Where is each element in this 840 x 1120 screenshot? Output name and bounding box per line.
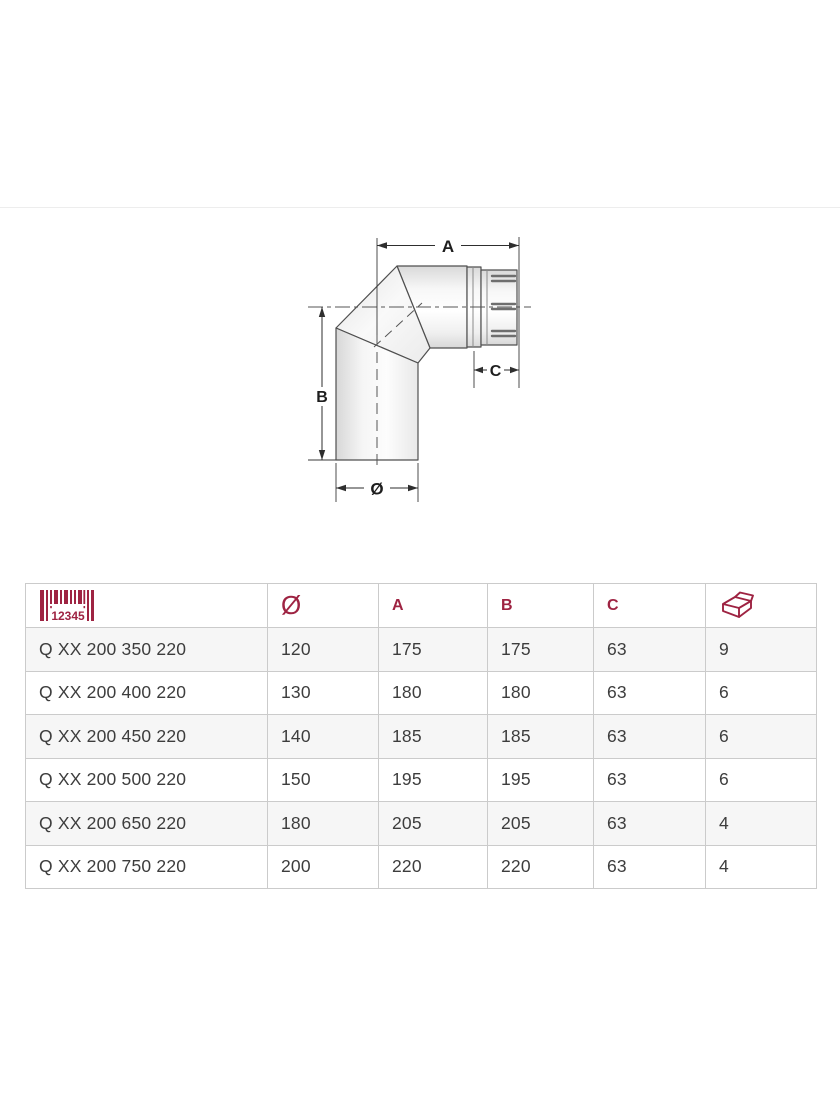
cell-code: Q XX 200 450 220 — [26, 715, 268, 759]
cell-code: Q XX 200 500 220 — [26, 758, 268, 802]
col-header-diameter — [268, 584, 379, 628]
cell-b: 205 — [488, 802, 594, 846]
cell-pack: 4 — [706, 845, 817, 889]
cell-diameter: 150 — [268, 758, 379, 802]
barcode-digits: 12345 — [51, 608, 85, 623]
cell-b: 220 — [488, 845, 594, 889]
dim-label-b: B — [316, 389, 328, 406]
dim-label-a: A — [441, 237, 455, 256]
barcode-icon — [39, 589, 95, 623]
cell-diameter: 200 — [268, 845, 379, 889]
cell-a: 185 — [379, 715, 488, 759]
cell-c: 63 — [594, 671, 706, 715]
cell-c: 63 — [594, 845, 706, 889]
cell-pack: 6 — [706, 715, 817, 759]
elbow-drawing-svg — [0, 0, 840, 540]
table-row — [26, 845, 817, 889]
cell-c: 63 — [594, 715, 706, 759]
table-row — [26, 628, 817, 672]
cell-b: 180 — [488, 671, 594, 715]
col-header-code — [26, 584, 268, 628]
dim-label-c: C — [489, 363, 502, 380]
cell-a: 175 — [379, 628, 488, 672]
table-row — [26, 802, 817, 846]
elbow-technical-drawing — [0, 0, 840, 540]
col-header-c: C — [594, 584, 706, 628]
cell-pack: 9 — [706, 628, 817, 672]
col-header-a: A — [379, 584, 488, 628]
cell-diameter: 180 — [268, 802, 379, 846]
cell-a: 195 — [379, 758, 488, 802]
cell-diameter: 130 — [268, 671, 379, 715]
cell-b: 185 — [488, 715, 594, 759]
cell-pack: 6 — [706, 758, 817, 802]
cell-a: 220 — [379, 845, 488, 889]
col-header-b: B — [488, 584, 594, 628]
dim-label-diameter: Ø — [370, 479, 384, 499]
cell-c: 63 — [594, 802, 706, 846]
table-row — [26, 671, 817, 715]
cell-c: 63 — [594, 628, 706, 672]
table-row — [26, 758, 817, 802]
cell-diameter: 140 — [268, 715, 379, 759]
diameter-symbol: Ø — [281, 590, 302, 620]
cell-b: 195 — [488, 758, 594, 802]
product-spec-table — [25, 583, 817, 889]
package-icon — [719, 591, 756, 621]
table-row — [26, 715, 817, 759]
cell-pack: 6 — [706, 671, 817, 715]
cell-code: Q XX 200 650 220 — [26, 802, 268, 846]
cell-code: Q XX 200 350 220 — [26, 628, 268, 672]
cell-code: Q XX 200 750 220 — [26, 845, 268, 889]
cell-code: Q XX 200 400 220 — [26, 671, 268, 715]
cell-diameter: 120 — [268, 628, 379, 672]
cell-a: 180 — [379, 671, 488, 715]
cell-b: 175 — [488, 628, 594, 672]
col-header-package — [706, 584, 817, 628]
cell-pack: 4 — [706, 802, 817, 846]
table-header-row — [26, 584, 817, 628]
cell-c: 63 — [594, 758, 706, 802]
cell-a: 205 — [379, 802, 488, 846]
